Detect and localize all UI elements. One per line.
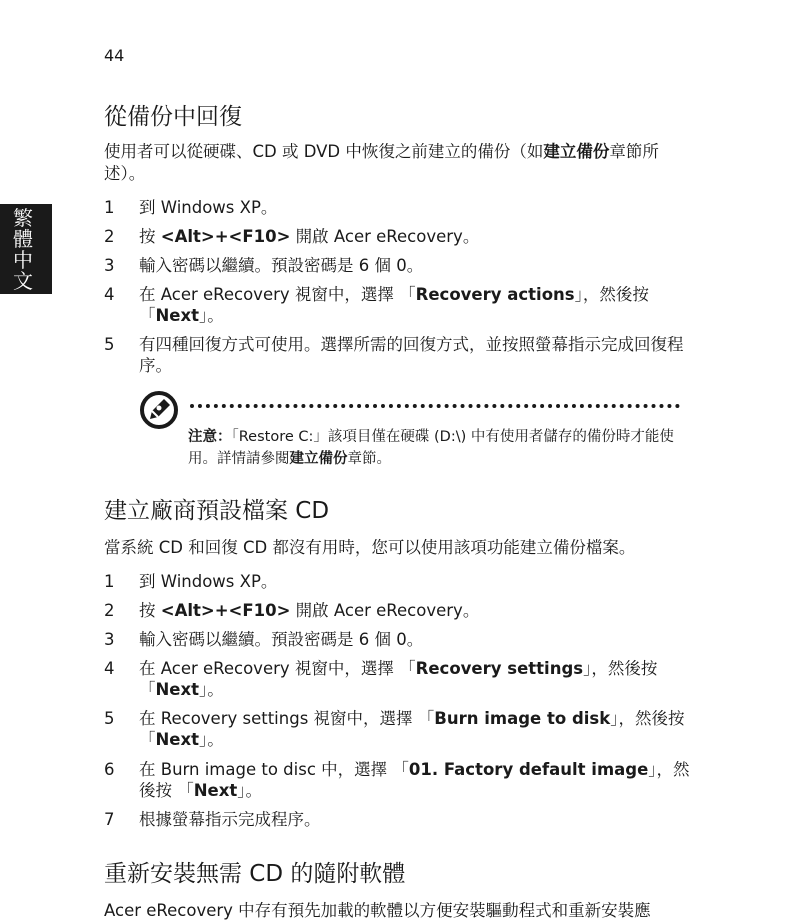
side-tab-char: 體 — [13, 227, 33, 251]
list-item: 2 按 <Alt>+<F10> 開啟 Acer eRecovery。 — [104, 601, 480, 620]
note-text: 注意：「Restore C:」該項目僅在硬碟 (D:\) 中有使用者儲存的備份時才能使用。詳情請參閱建立備份章節。 — [188, 429, 674, 467]
list-item: 1 到 Windows XP。 — [104, 198, 278, 217]
section-title-restore: 從備份中回復 — [104, 104, 242, 130]
list-item: 5 在 Recovery settings 視窗中，選擇 「Burn image to disk」，然後按 「Next」。 — [104, 709, 685, 749]
side-tab-char: 繁 — [13, 206, 33, 230]
note-pen-icon — [138, 389, 180, 431]
language-side-tab — [0, 204, 52, 294]
note-divider — [190, 404, 680, 408]
section-intro-reinstall-software: Acer eRecovery 中存有預先加載的軟體以方便安裝驅動程式和重新安裝應 — [104, 901, 651, 920]
side-tab-char: 中 — [13, 248, 33, 272]
list-item: 4 在 Acer eRecovery 視窗中，選擇 「Recovery actions」，然後按 「Next」。 — [104, 285, 649, 325]
section-title-factory-cd: 建立廠商預設檔案 CD — [104, 498, 330, 524]
list-item: 3 輸入密碼以繼續。預設密碼是 6 個 0。 — [104, 630, 424, 649]
list-item: 5 有四種回復方式可使用。選擇所需的回復方式，並按照螢幕指示完成回復程序。 — [104, 335, 684, 375]
list-item: 1 到 Windows XP。 — [104, 572, 278, 591]
side-tab-char: 文 — [13, 269, 33, 293]
section-title-reinstall-software: 重新安裝無需 CD 的隨附軟體 — [104, 861, 406, 887]
list-item: 7 根據螢幕指示完成程序。 — [104, 810, 321, 829]
list-item: 4 在 Acer eRecovery 視窗中，選擇 「Recovery settings」，然後按 「Next」。 — [104, 659, 658, 699]
list-item: 3 輸入密碼以繼續。預設密碼是 6 個 0。 — [104, 256, 424, 275]
page-number: 44 — [104, 46, 125, 65]
section-intro-factory-cd: 當系統 CD 和回復 CD 都沒有用時，您可以使用該項功能建立備份檔案。 — [104, 538, 636, 557]
list-item: 6 在 Burn image to disc 中，選擇 「01. Factory default image」，然後按 「Next」。 — [104, 760, 690, 800]
list-item: 2 按 <Alt>+<F10> 開啟 Acer eRecovery。 — [104, 227, 480, 246]
section-intro-restore: 使用者可以從硬碟、CD 或 DVD 中恢復之前建立的備份（如建立備份章節所述）。 — [104, 142, 659, 183]
